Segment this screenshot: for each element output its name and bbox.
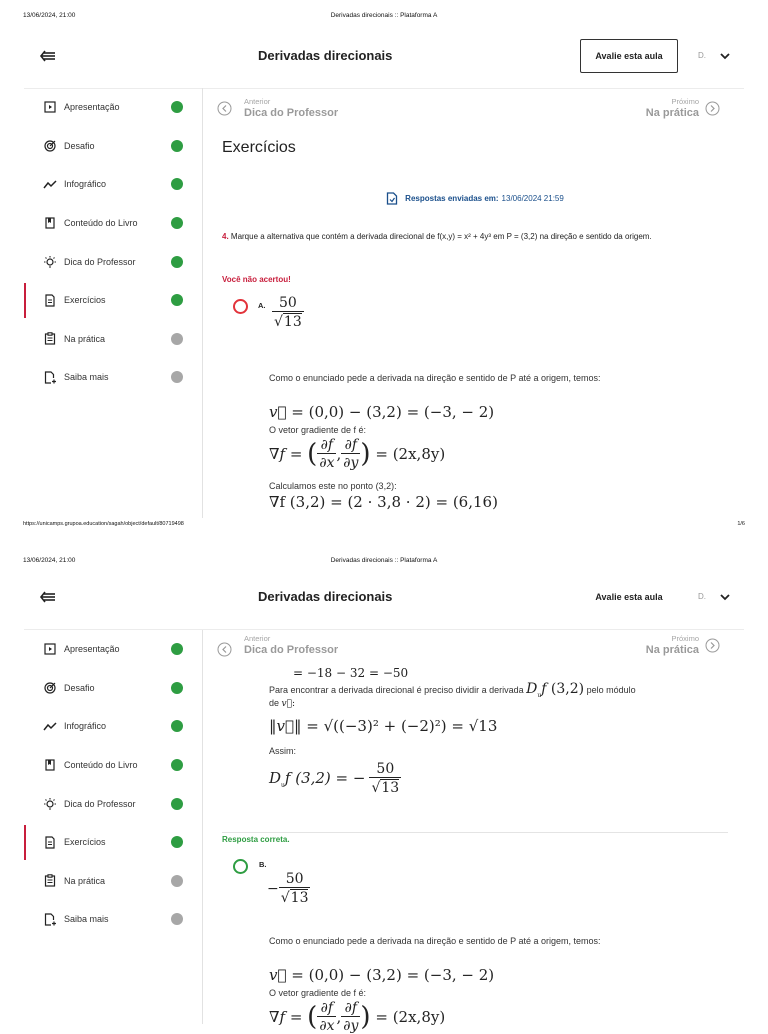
answers-sent-line — [222, 192, 728, 205]
next-small-label: Próximo — [671, 97, 699, 106]
gradient-equation: ∇f = ( $\frac{\partial f}{\partial x}$ , $\frac{\partial f}{\partial y}$ ) = (2x,8y) — [269, 437, 446, 471]
gradient-at-point: ∇f (3,2) = (2 · 3,8 · 2) = (6,16) — [269, 493, 498, 511]
sidebar-item-desafio[interactable] — [24, 127, 202, 166]
chevron-right-circle-icon[interactable] — [705, 638, 720, 653]
collapse-menu-icon[interactable] — [38, 589, 58, 605]
sidebar-item-desafio[interactable] — [24, 669, 202, 708]
sidebar-item-label: Apresentação — [64, 644, 120, 655]
rate-lesson-button[interactable]: Avalie esta aula — [580, 39, 678, 73]
sqrt-radicand: 13 — [283, 314, 302, 330]
print-page-number: 1/6 — [737, 521, 745, 527]
next-lesson-link[interactable] — [646, 97, 699, 119]
sidebar-item-label: Desafio — [64, 682, 95, 693]
status-complete-icon — [171, 759, 183, 771]
next-lesson-title: Na prática — [645, 107, 699, 119]
sidebar-item-label: Dica do Professor — [64, 798, 136, 809]
sidebar-item-label: Infográfico — [64, 721, 107, 732]
prev-small-label: Anterior — [244, 634, 271, 643]
gradient-label: O vetor gradiente de f é: — [269, 988, 367, 998]
sidebar-item-exercicios[interactable] — [24, 823, 202, 862]
sidebar-item-label: Na prática — [64, 875, 106, 886]
section-title: Exercícios — [222, 139, 296, 156]
sidebar-item-label: Conteúdo do Livro — [64, 760, 138, 771]
print-header — [23, 557, 745, 567]
sidebar-item-label: Saiba mais — [64, 372, 109, 383]
lightbulb-icon — [43, 255, 57, 269]
gradient-equation: ∇f = ( $\frac{\partial f}{\partial x}$ , $\frac{\partial f}{\partial y}$ ) = (2x,8y) — [269, 1000, 446, 1034]
result-equation: $D_uf$ (3,2) = − $\frac{50}{√13}$ — [269, 761, 400, 796]
sqrt-radicand: 13 — [381, 780, 400, 796]
target-icon — [43, 139, 57, 153]
gradient-rhs: = (2x,8y) — [375, 445, 446, 463]
lightbulb-icon — [43, 797, 57, 811]
clipboard-icon — [43, 332, 57, 346]
prev-small-label: Anterior — [244, 97, 271, 106]
chevron-down-icon[interactable] — [719, 591, 731, 603]
option-b-letter: B. — [259, 860, 267, 869]
sidebar-item-infografico[interactable] — [24, 707, 202, 746]
next-lesson-title: Na prática — [645, 644, 699, 656]
sidebar-item-label: Na prática — [64, 333, 106, 344]
print-url: https://unicamps.grupoa.education/sagah/object/default/80719498 — [23, 521, 184, 527]
status-pending-icon — [171, 875, 183, 887]
status-complete-icon — [171, 798, 183, 810]
document-icon — [43, 835, 57, 849]
prev-lesson-link[interactable] — [244, 97, 338, 119]
vector-v-equation: v⃗ = (0,0) − (3,2) = (−3, − 2) — [269, 403, 495, 421]
prev-lesson-link[interactable] — [244, 634, 338, 656]
answer-divider — [222, 832, 728, 833]
lesson-title: Derivadas direcionais — [258, 48, 393, 63]
clipboard-icon — [43, 874, 57, 888]
directional-text: Para encontrar a derivada direcional é preciso dividir a derivada $D_uf$ (3,2) pelo módulo — [269, 681, 636, 699]
vector-v-rhs: = (0,0) − (3,2) = (−3, − 2) — [291, 966, 495, 984]
sidebar-item-saiba-mais[interactable] — [24, 900, 202, 939]
sidebar-item-saiba-mais[interactable] — [24, 358, 202, 397]
next-lesson-link[interactable] — [646, 634, 699, 656]
document-check-icon — [386, 192, 398, 205]
sent-date: 13/06/2024 21:59 — [501, 194, 564, 203]
explanation-intro: Como o enunciado pede a derivada na direção e sentido de P até a origem, temos: — [269, 373, 601, 383]
calc-label: Calculamos este no ponto (3,2): — [269, 481, 397, 491]
question-text — [222, 230, 724, 243]
sidebar-item-label: Exercícios — [64, 295, 106, 306]
correct-answer-label: Resposta correta. — [222, 835, 290, 844]
trend-icon — [43, 177, 57, 191]
sidebar-divider — [202, 88, 203, 518]
sidebar-item-exercicios[interactable] — [24, 281, 202, 320]
gradient-label: O vetor gradiente de f é: — [269, 425, 367, 435]
sent-label: Respostas enviadas em: — [405, 194, 499, 203]
print-datetime: 13/06/2024, 21:00 — [23, 12, 76, 19]
user-initial[interactable]: D. — [698, 51, 706, 60]
prev-lesson-title: Dica do Professor — [244, 644, 339, 656]
sqrt-radicand: 13 — [290, 890, 309, 906]
user-initial[interactable]: D. — [698, 592, 706, 601]
print-footer — [23, 521, 745, 531]
question-body: Marque a alternativa que contém a derivada direcional de f(x,y) = x² + 4y³ em P = (3,2) na direção e sentido da origem. — [230, 232, 652, 241]
file-plus-icon — [43, 370, 57, 384]
norm-equation: ‖v⃗‖ = √((−3)² + (−2)²) = √13 — [269, 717, 498, 735]
vector-v-equation: v⃗ = (0,0) − (3,2) = (−3, − 2) — [269, 966, 495, 984]
sidebar-item-apresentacao[interactable] — [24, 630, 202, 669]
book-icon — [43, 216, 57, 230]
option-a-letter: A. — [258, 301, 266, 310]
sidebar-item-label: Infográfico — [64, 179, 107, 190]
target-icon — [43, 681, 57, 695]
book-icon — [43, 758, 57, 772]
minus-sign: − — [267, 880, 279, 897]
wrong-answer-label: Você não acertou! — [222, 275, 291, 284]
option-b-radio[interactable] — [233, 859, 248, 874]
status-pending-icon — [171, 333, 183, 345]
assim-label: Assim: — [269, 746, 296, 756]
next-small-label: Próximo — [671, 634, 699, 643]
lesson-title: Derivadas direcionais — [258, 589, 393, 604]
fraction-numerator: 50 — [376, 761, 395, 777]
question-number: 4. — [222, 232, 229, 241]
sidebar-item-label: Dica do Professor — [64, 256, 136, 267]
prev-lesson-title: Dica do Professor — [244, 107, 339, 119]
trend-icon — [43, 719, 57, 733]
play-icon — [43, 100, 57, 114]
vector-v-rhs: = (0,0) − (3,2) = (−3, − 2) — [291, 403, 495, 421]
sidebar-item-label: Conteúdo do Livro — [64, 218, 138, 229]
status-complete-icon — [171, 256, 183, 268]
sidebar-item-dica-professor[interactable] — [24, 242, 202, 281]
gradient-rhs: = (2x,8y) — [375, 1008, 446, 1026]
sidebar — [24, 88, 202, 397]
top-bar — [0, 573, 768, 623]
sidebar-item-apresentacao[interactable] — [24, 88, 202, 127]
lesson-nav — [204, 92, 728, 126]
chevron-left-circle-icon[interactable] — [217, 101, 232, 116]
status-complete-icon — [171, 682, 183, 694]
main-content — [204, 92, 728, 517]
print-page-2 — [0, 545, 768, 1034]
file-plus-icon — [43, 912, 57, 926]
print-doc-title: Derivadas direcionais :: Plataforma A — [330, 557, 438, 564]
print-datetime: 13/06/2024, 21:00 — [23, 557, 76, 564]
directional-text-start: Para encontrar a derivada direcional é preciso dividir a derivada — [269, 685, 524, 695]
directional-text-end: pelo módulo — [586, 685, 636, 695]
sidebar-item-dica-professor[interactable] — [24, 784, 202, 823]
de-v-line: de v⃗: — [269, 698, 296, 709]
option-b-value: − $\frac{50}{√13}$ — [267, 871, 309, 906]
result-lhs: f (3,2) = − — [284, 768, 366, 787]
fraction-numerator: 50 — [285, 871, 304, 887]
de-label: de — [269, 698, 280, 708]
sidebar-item-infografico[interactable] — [24, 165, 202, 204]
status-complete-icon — [171, 217, 183, 229]
norm-rhs: = √((−3)² + (−2)²) = √13 — [306, 717, 498, 735]
document-icon — [43, 293, 57, 307]
print-doc-title: Derivadas direcionais :: Plataforma A — [330, 12, 438, 19]
status-complete-icon — [171, 140, 183, 152]
top-bar — [0, 32, 768, 82]
sidebar-item-label: Exercícios — [64, 837, 106, 848]
sidebar-item-label: Apresentação — [64, 102, 120, 113]
sidebar — [24, 630, 202, 939]
chevron-right-circle-icon[interactable] — [705, 101, 720, 116]
sidebar-item-na-pratica[interactable] — [24, 320, 202, 359]
sidebar-item-label: Desafio — [64, 140, 95, 151]
main-content — [204, 633, 728, 1034]
chevron-down-icon[interactable] — [719, 50, 731, 62]
sidebar-item-conteudo-livro[interactable] — [24, 746, 202, 785]
print-header — [23, 12, 745, 22]
continued-equation: = −18 − 32 = −50 — [293, 666, 409, 680]
rate-lesson-button[interactable]: Avalie esta aula — [580, 580, 678, 614]
play-icon — [43, 642, 57, 656]
sidebar-item-conteudo-livro[interactable] — [24, 204, 202, 243]
explanation-intro: Como o enunciado pede a derivada na direção e sentido de P até a origem, temos: — [269, 936, 601, 946]
collapse-menu-icon[interactable] — [38, 48, 58, 64]
lesson-nav — [204, 633, 728, 665]
option-a-value: $\frac{50}{√13}$ — [274, 295, 302, 330]
fraction-numerator: 50 — [278, 295, 297, 311]
sidebar-item-label: Saiba mais — [64, 914, 109, 925]
sidebar-divider — [202, 630, 203, 1024]
option-a-radio[interactable] — [233, 299, 248, 314]
chevron-left-circle-icon[interactable] — [217, 642, 232, 657]
sidebar-item-na-pratica[interactable] — [24, 862, 202, 901]
